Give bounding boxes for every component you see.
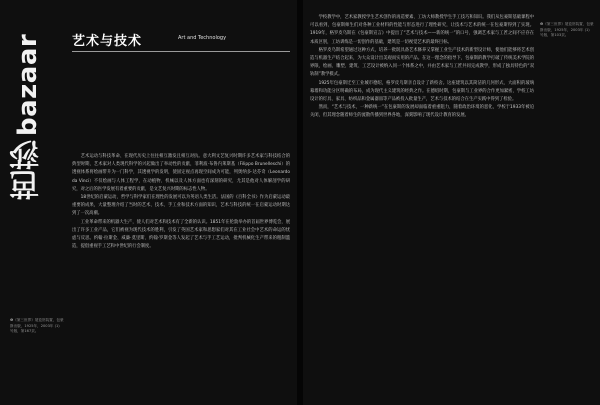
- right-page: [303, 0, 600, 405]
- paragraph: 艺术运动与科技革命、在现代历史上往往相互激发且相互对抗。意大利文艺复兴时期许多艺术家与科技结合的典型时期，艺术家对人类现代科学的兴起做出了举动性的贡献，菲利波·布鲁内莱斯基（Filippo Brunelleschi）的透视体系将绘画带升为一门科学，其透视学的发明，使固定视点再现空间成为可能，列奥纳多·达芬奇（Leonardo da Vinci）不仅绘画与人体工程学，在动植物、机械以及人体方面也有深刻的研究，尤其是他对人体解剖学的研究，对之后的医学发展有着重要的贡献，是文艺复兴时期的标志性人物。: [72, 154, 290, 192]
- title-divider: [72, 51, 290, 52]
- paragraph: 工业革命带来的机器大生产，使人们对艺术和技术有了全新的认识。1851年在伦敦举办的首届世界博览会，展出了许多工业产品，它们被视为现代技术的胜利，引发了英国艺术家和思想家们对其在工业社会中艺术的命运的忧虑与反思。约翰·拉斯金、威廉·莫里斯、约翰·罗斯金等人发起了艺术与手工艺运动，批判机械化生产带来的粗制滥造，提倡重视手工艺和中世纪的行会制度。: [72, 219, 290, 250]
- left-body-column: [72, 153, 290, 398]
- magazine-logo: [8, 14, 52, 214]
- paragraph: 学校教学中，艺术家教授学生艺术创作的再造要素、工坊大师教授学生手工技巧和知识。我们从包豪斯基础课程中可以看到，包豪斯师生们对各种工业材料的性能与形态进行了理性研究，让技术与艺术的统一在包豪斯得到了实现。1919年，格罗皮乌斯在《包豪斯宣言》中提出了“艺术与技术——新的统一”的口号，强调艺术家与工匠之间不应存在本质区别，工坊训练是一切创作的基础，建筑是一切视觉艺术的最终目标。: [310, 15, 534, 45]
- paragraph: 18世纪的启蒙运动，哲学与科学家们在理性的发展可以为英语人类生活。法国的《百科全书》作为启蒙运动最重要的成果，大量整理介绍了当时的艺术、技术、手工业和技术方面的知识，艺术与科技的统一在启蒙运动时期达到了一次高潮。: [72, 195, 290, 217]
- article-title: 艺术与技术: [72, 34, 143, 49]
- article-title-english: Art and Technology: [178, 35, 227, 41]
- paragraph: 格罗皮乌斯希望通过这种方式，培养一批既具备艺术修养又掌握工业生产技术的新型设计师，使他们能够将艺术创造与机器生产结合起来，为大众设计出美观而实用的产品。在这一理念的指导下，包豪斯的教学打破了传统美术学院的界限，绘画、雕塑、建筑、工艺设计被纳入同一个体系之中，并由艺术家与工匠共同完成教学，形成了独具特色的“双轨制”教学模式。: [310, 47, 534, 78]
- image-caption-left: ❶《第三世界》展览馆装置，包豪斯出版，1925年，2003年 (1) 号版，第167页。: [10, 318, 64, 334]
- image-caption-right: ❷《第三世界》展览馆装置，包豪斯出版，1925年，2003年 (1) 号版，第103页。: [540, 22, 594, 38]
- left-page: [0, 0, 297, 405]
- logo-cjk: 芭莎: [10, 140, 45, 200]
- paragraph: 然而，“艺术与技术，一种新统一”在包豪斯的发展却面临着重重阻力，随着政治环境的恶化，学校于1933年被迫关闭，但其理念随着师生的流散传播到世界各地，深刻影响了现代设计教育的发展。: [310, 105, 534, 119]
- right-body-column: [310, 14, 534, 398]
- paragraph: 1925年包豪斯迁至工业城市德绍，格罗皮乌斯亲自设计了新校舍。这座建筑以其简洁的几何形式、大面积的玻璃幕墙和功能分区明确的布局，成为现代主义建筑的经典之作。在德绍时期，包豪斯与工业界的合作更加紧密，学校工坊设计的灯具、家具、纺织品和金属器皿等产品被投入批量生产，艺术与技术的结合在生产实践中得到了检验。: [310, 80, 534, 103]
- logo-latin: bazaar: [13, 33, 43, 136]
